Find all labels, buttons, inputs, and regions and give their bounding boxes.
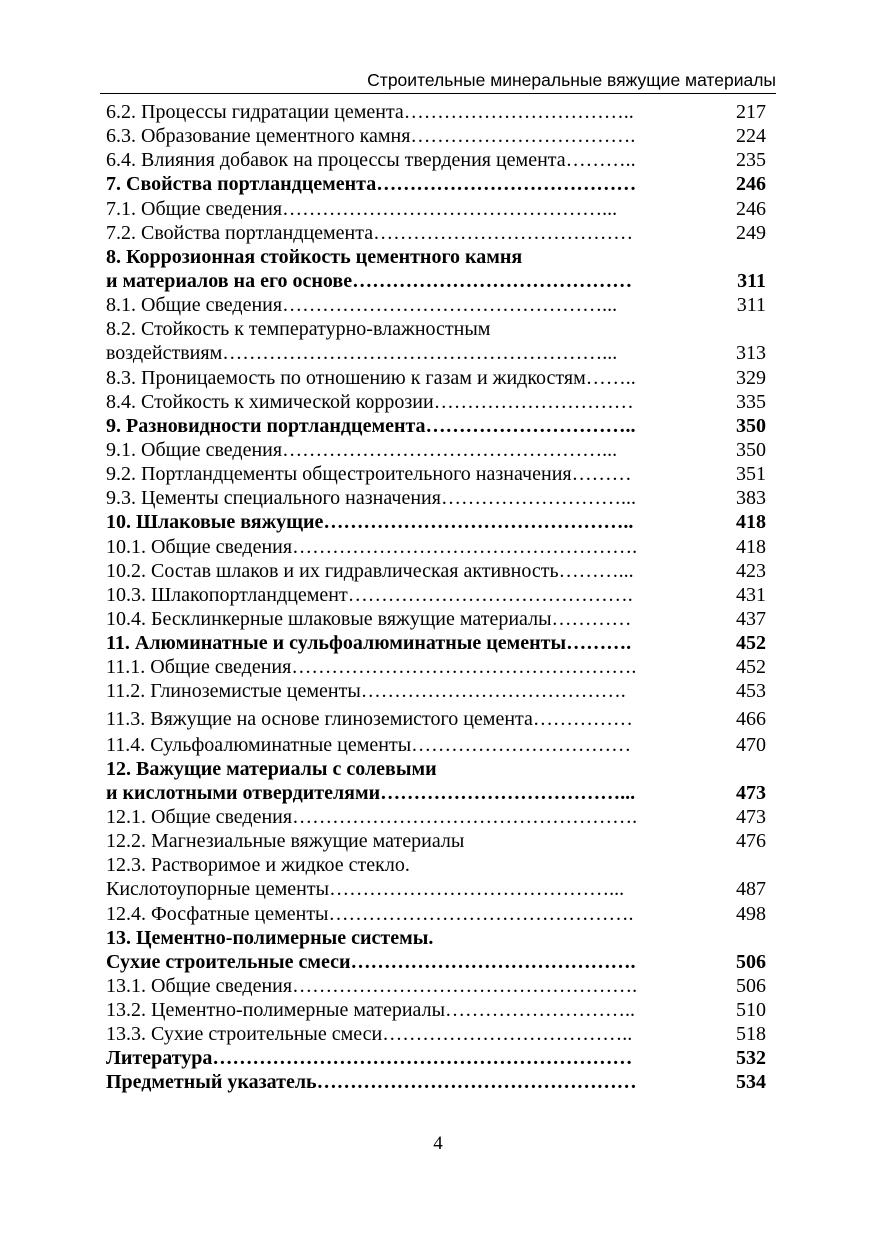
toc-entry-page: 452 <box>736 656 766 679</box>
toc-entry <box>106 269 766 293</box>
toc-entry <box>106 631 766 655</box>
toc-entry-title: 8. Коррозионная стойкость цементного камня <box>106 245 523 268</box>
toc-entry-page: 383 <box>736 487 766 510</box>
toc-entry <box>106 1022 766 1046</box>
toc-entry-title: 13.2. Цементно-полимерные материалы……………………….. <box>106 999 636 1022</box>
toc-entry-title: 13.1. Общие сведения……………………………………………. <box>106 974 638 997</box>
toc-entry <box>106 510 766 534</box>
toc-entry-title: 10.2. Состав шлаков и их гидравлическая активность………... <box>106 559 634 582</box>
toc-entry-title: 12. Важущие материалы с солевыми <box>106 757 437 780</box>
toc-entry-title: 8.3. Проницаемость по отношению к газам и жидкостям…….. <box>106 366 636 389</box>
table-of-contents <box>106 100 766 1095</box>
toc-entry-page: 487 <box>736 878 766 901</box>
toc-entry-page: 249 <box>736 221 766 244</box>
toc-entry-title: воздействиям…………………………………………………... <box>106 342 618 365</box>
toc-entry-page: 518 <box>736 1023 766 1046</box>
toc-entry-title: 9.1. Общие сведения…………………………………………... <box>106 438 618 461</box>
toc-entry-title: 11. Алюминатные и сульфоалюминатные цементы………. <box>106 632 632 655</box>
toc-entry-title: 8.4. Стойкость к химической коррозии………………………… <box>106 390 634 413</box>
toc-entry-page: 473 <box>736 805 766 828</box>
toc-entry-page: 470 <box>736 733 766 756</box>
toc-entry-title: Сухие строительные смеси……………………………………. <box>106 950 636 973</box>
toc-entry-page: 532 <box>736 1047 766 1070</box>
toc-entry-title: 9.2. Портландцементы общестроительного назначения……… <box>106 463 632 486</box>
toc-entry-title: 11.1. Общие сведения……………………………………………. <box>106 656 637 679</box>
toc-entry-title: и кислотными отвердителями………………………………... <box>106 781 636 804</box>
toc-entry-page: 418 <box>736 535 766 558</box>
toc-entry <box>106 172 766 196</box>
page-number: 4 <box>433 1133 443 1154</box>
toc-entry-page: 329 <box>736 366 766 389</box>
toc-entry <box>106 704 766 733</box>
toc-entry <box>106 366 766 390</box>
toc-entry-title: Предметный указатель………………………………………… <box>106 1071 637 1094</box>
toc-entry-page: 506 <box>736 950 766 973</box>
toc-entry-page: 350 <box>736 414 766 437</box>
toc-entry-page: 466 <box>736 707 766 730</box>
toc-entry-title: 13.3. Сухие строительные смеси……………………………….. <box>106 1023 633 1046</box>
toc-entry-title: 7.1. Общие сведения…………………………………………... <box>106 197 618 220</box>
toc-entry-page: 476 <box>736 830 766 853</box>
toc-entry-page: 453 <box>736 680 766 703</box>
toc-entry-title: и материалов на его основе…………………………………… <box>106 269 633 292</box>
toc-entry <box>106 902 766 926</box>
toc-entry <box>106 853 766 877</box>
toc-entry <box>106 1070 766 1094</box>
toc-entry <box>106 805 766 829</box>
toc-entry-title: 11.2. Глиноземистые цементы…………………………………. <box>106 680 626 703</box>
toc-entry-page: 423 <box>736 559 766 582</box>
toc-entry <box>106 100 766 124</box>
toc-entry-title: 8.1. Общие сведения…………………………………………... <box>106 294 618 317</box>
toc-entry-title: 9.3. Цементы специального назначения………………………... <box>106 487 636 510</box>
toc-entry-title: 6.4. Влияния добавок на процессы твердения цемента……….. <box>106 149 636 172</box>
toc-entry-title: 10.4. Бесклинкерные шлаковые вяжущие материалы………… <box>106 607 632 630</box>
toc-entry-title: 7.2. Свойства портландцемента………………………………… <box>106 221 634 244</box>
running-header <box>100 68 776 94</box>
toc-entry-page: 246 <box>736 173 766 196</box>
toc-entry-title: 13. Цементно-полимерные системы. <box>106 926 434 949</box>
toc-entry-title: 6.3. Образование цементного камня……………………………. <box>106 125 636 148</box>
toc-entry-page: 418 <box>736 511 766 534</box>
toc-entry <box>106 245 766 269</box>
toc-entry <box>106 414 766 438</box>
toc-entry <box>106 829 766 853</box>
toc-entry-page: 473 <box>736 781 766 804</box>
toc-entry <box>106 781 766 805</box>
toc-entry <box>106 486 766 510</box>
toc-entry-title: 8.2. Стойкость к температурно-влажностным <box>106 318 491 341</box>
toc-entry-title: Литература……………………………………………………… <box>106 1047 633 1070</box>
toc-entry-page: 510 <box>736 999 766 1022</box>
toc-entry-title: 12.1. Общие сведения……………………………………………. <box>106 805 638 828</box>
toc-entry-title: 6.2. Процессы гидратации цемента…………………………….. <box>106 101 634 123</box>
toc-entry <box>106 535 766 559</box>
toc-entry-page: 350 <box>736 438 766 461</box>
toc-entry-title: 12.4. Фосфатные цементы………………………………………. <box>106 902 634 925</box>
toc-entry-page: 452 <box>736 632 766 655</box>
running-header-title: Строительные минеральные вяжущие материалы <box>367 70 776 90</box>
toc-entry <box>106 148 766 172</box>
toc-entry <box>106 559 766 583</box>
toc-entry <box>106 390 766 414</box>
toc-entry <box>106 679 766 703</box>
toc-entry <box>106 197 766 221</box>
toc-entry <box>106 124 766 148</box>
toc-entry-page: 217 <box>736 101 766 123</box>
toc-entry-page: 335 <box>736 390 766 413</box>
toc-entry-page: 224 <box>736 125 766 148</box>
toc-entry <box>106 974 766 998</box>
toc-entry <box>106 293 766 317</box>
toc-entry <box>106 438 766 462</box>
toc-entry-title: 12.3. Растворимое и жидкое стекло. <box>106 854 410 877</box>
toc-entry <box>106 655 766 679</box>
toc-entry-title: 11.4. Сульфоалюминатные цементы…………………………… <box>106 733 632 756</box>
toc-entry-page: 311 <box>736 294 766 317</box>
toc-entry-title: 11.3. Вяжущие на основе глиноземистого цемента…………… <box>106 707 633 730</box>
toc-entry <box>106 950 766 974</box>
toc-entry-title: 12.2. Магнезиальные вяжущие материалы <box>106 830 465 853</box>
toc-entry <box>106 926 766 950</box>
toc-entry <box>106 877 766 901</box>
toc-entry <box>106 221 766 245</box>
toc-entry-page: 351 <box>736 463 766 486</box>
toc-entry <box>106 462 766 486</box>
toc-entry <box>106 998 766 1022</box>
toc-entry-title: 10.3. Шлакопортландцемент……………………………………. <box>106 583 633 606</box>
toc-entry <box>106 733 766 757</box>
toc-entry-page: 313 <box>736 342 766 365</box>
toc-entry-title: 7. Свойства портландцемента………………………………… <box>106 173 637 196</box>
toc-entry <box>106 757 766 781</box>
toc-entry <box>106 317 766 341</box>
toc-entry <box>106 583 766 607</box>
toc-entry-title: 10.1. Общие сведения……………………………………………. <box>106 535 638 558</box>
toc-entry-page: 534 <box>736 1071 766 1094</box>
toc-entry-title: 9. Разновидности портландцемента………………………….. <box>106 414 636 437</box>
toc-entry <box>106 341 766 365</box>
toc-entry-page: 431 <box>736 583 766 606</box>
toc-entry-title: Кислотоупорные цементы……………………………………... <box>106 878 625 901</box>
toc-entry <box>106 1046 766 1070</box>
toc-entry-page: 311 <box>737 269 766 292</box>
toc-entry-page: 498 <box>736 902 766 925</box>
toc-entry-page: 235 <box>736 149 766 172</box>
toc-entry-page: 506 <box>736 974 766 997</box>
toc-entry-page: 246 <box>736 197 766 220</box>
toc-entry-title: 10. Шлаковые вяжущие……………………………………….. <box>106 511 634 534</box>
toc-entry <box>106 607 766 631</box>
toc-entry-page: 437 <box>736 607 766 630</box>
